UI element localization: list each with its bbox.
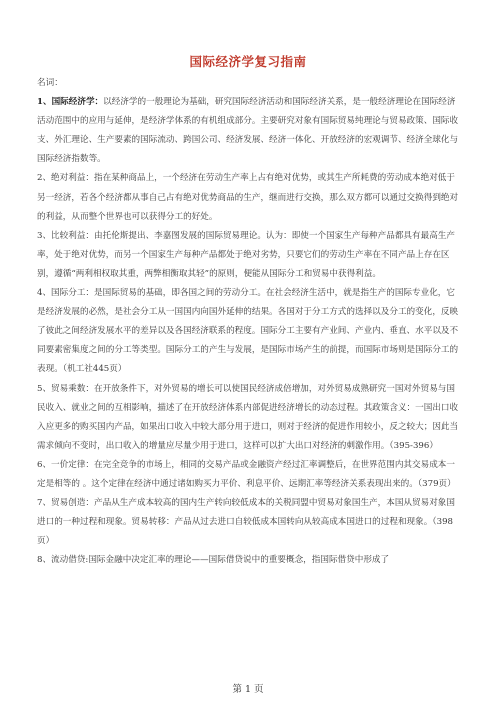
paragraph-2: 2、绝对利益：指在某种商品上，一个经济在劳动生产率上占有绝对优势，或其生产所耗费的劳动成本绝对低于另一经济，若各个经济都从事自己占有绝对优势商品的生产，继而进行交换，那么双方都可以通过交换得到绝对的利益，从而整个世界也可以获得分工的好处。 [37, 173, 459, 222]
document-body [37, 74, 463, 570]
paragraph-1 [37, 93, 463, 169]
page-title: 国际经济学复习指南 [189, 54, 307, 69]
paragraph-5: 5、贸易乘数：在开放条件下，对外贸易的增长可以使国民经济成倍增加，对外贸易成熟研究一国对外贸易与国民收入、就业之间的互相影响，描述了在开放经济体系内部促进经济增长的动态过程。其政策含义：一国出口收入应更多的购买国内产品，如果出口收入中较大部分用于进口，则对于经济的促进作用较小，反之较大；因此当需求倾向不变时，出口收入的增量应尽量少用于进口，这样可以扩大出口对经济的刺激作用。（395-396） [37, 383, 459, 451]
paragraph-text: 以经济学的一般理论为基础，研究国际经济活动和国际经济关系，是一般经济理论在国际经济活动范围中的应用与延伸，是经济学体系的有机组成部分。主要研究对象有国际贸易纯理论与贸易政策、国际收支、外汇理论、生产要素的国际流动、跨国公司、经济发展、经济一体化、开放经济的宏观调节、经济全球化与国际经济指数等。 [37, 97, 459, 165]
paragraph-6: 6、一价定律：在完全竞争的市场上，相同的交易产品或金融资产经过汇率调整后，在世界范围内其交易成本一定是相等的 。这个定律在经济中通过诸如购买力平价、利息平价、远期汇率等经济关系表现出来的。（379页） [37, 459, 456, 489]
paragraph-7: 7、贸易创造：产品从生产成本较高的国内生产转向较低成本的关税同盟中贸易对象国生产，本国从贸易对象国进口的一种过程和现象。贸易转移：产品从过去进口自较低成本国转向从较高成本国进口的过程和现象。（398页） [37, 498, 455, 547]
paragraph-4: 4、国际分工：是国际贸易的基础，即各国之间的劳动分工。在社会经济生活中，就是指生产的国际专业化，它是经济发展的必然，是社会分工从一国国内向国外延伸的结果。各国对于分工方式的选择以及分工的变化，反映了彼此之间经济发展水平的差异以及各国经济联系的程度。国际分工主要有产业间、产业内、垂直、水平以及不同要素密集度之间的分工等类型。国际分工的产生与发展，是国际市场产生的前提，而国际市场则是国际分工的表现。（机工社445页） [37, 288, 459, 375]
page-number: 第 1 页 [232, 684, 264, 695]
paragraph-3: 3、比较利益：由托伦斯提出、李嘉图发展的国际贸易理论。认为：即使一个国家生产每种产品都具有最高生产率，处于绝对优势，而另一个国家生产每种产品都处于绝对劣势，只要它们的劳动生产率在不同产品上存在区别，遵循“两利相权取其重，两弊相衡取其轻”的原则，便能从国际分工和贸易中获得利益。 [37, 230, 455, 279]
paragraph-8: 8、流动借贷:国际金融中决定汇率的理论——国际借贷说中的重要概念，指国际借贷中形成了 [37, 555, 390, 566]
section-heading: 名词： [37, 78, 63, 88]
term-label: 1、国际经济学： [37, 97, 104, 108]
